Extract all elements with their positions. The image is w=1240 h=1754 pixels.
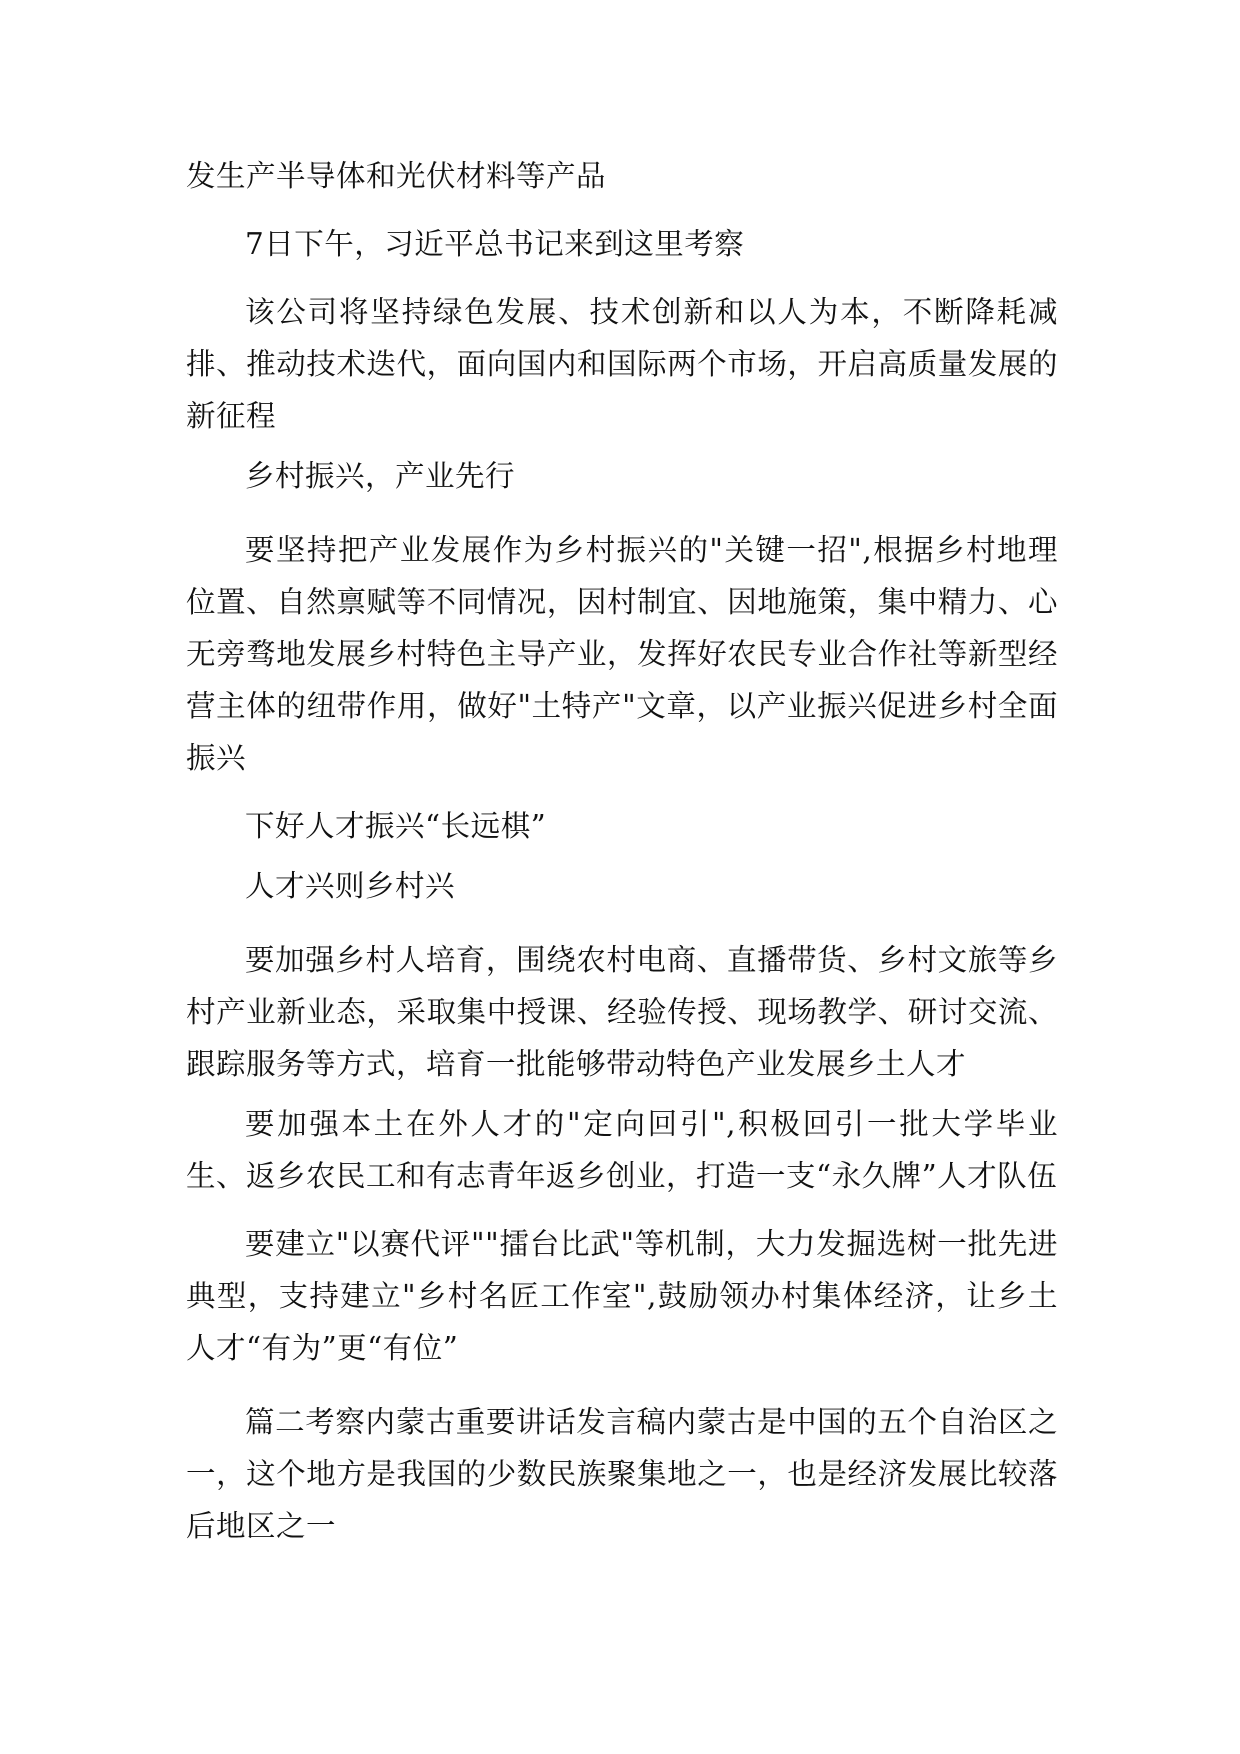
paragraph-talent-training: 要加强乡村人培育，围绕农村电商、直播带货、乡村文旅等乡村产业新业态，采取集中授课、经验传授、现场教学、研讨交流、跟踪服务等方式，培育一批能够带动特色产业发展乡土人才 [186,943,1058,1081]
paragraph-industry-development: 要坚持把产业发展作为乡村振兴的"关键一招",根据乡村地理位置、自然禀赋等不同情况，因村制宜、因地施策，集中精力、心无旁骛地发展乡村特色主导产业，发挥好农民专业合作社等新型经营主体的纽带作用，做好"土特产"文章，以产业振兴促进乡村全面振兴 [186,533,1058,775]
paragraph-heading-talent: 下好人才振兴“长远棋” [245,809,547,843]
paragraph-company-commitment: 该公司将坚持绿色发展、技术创新和以人为本，不断降耗减排、推动技术迭代，面向国内和国际两个市场，开启高质量发展的新征程 [186,295,1058,433]
paragraph-heading-industry: 乡村振兴，产业先行 [245,459,516,493]
paragraph-part-two-intro: 篇二考察内蒙古重要讲话发言稿内蒙古是中国的五个自治区之一，这个地方是我国的少数民族聚集地之一，也是经济发展比较落后地区之一 [186,1405,1058,1543]
document-body [186,150,1058,1552]
paragraph-talent-mechanism: 要建立"以赛代评""擂台比武"等机制，大力发掘选树一批先进典型，支持建立"乡村名匠工作室",鼓励领办村集体经济，让乡土人才“有为”更“有位” [186,1227,1058,1365]
paragraph-continuation: 发生产半导体和光伏材料等产品 [186,159,607,193]
paragraph-inspection-time: 7日下午，习近平总书记来到这里考察 [245,227,745,261]
paragraph-talent-slogan: 人才兴则乡村兴 [245,869,456,903]
paragraph-talent-return: 要加强本土在外人才的"定向回引",积极回引一批大学毕业生、返乡农民工和有志青年返乡创业，打造一支“永久牌”人才队伍 [186,1107,1058,1193]
